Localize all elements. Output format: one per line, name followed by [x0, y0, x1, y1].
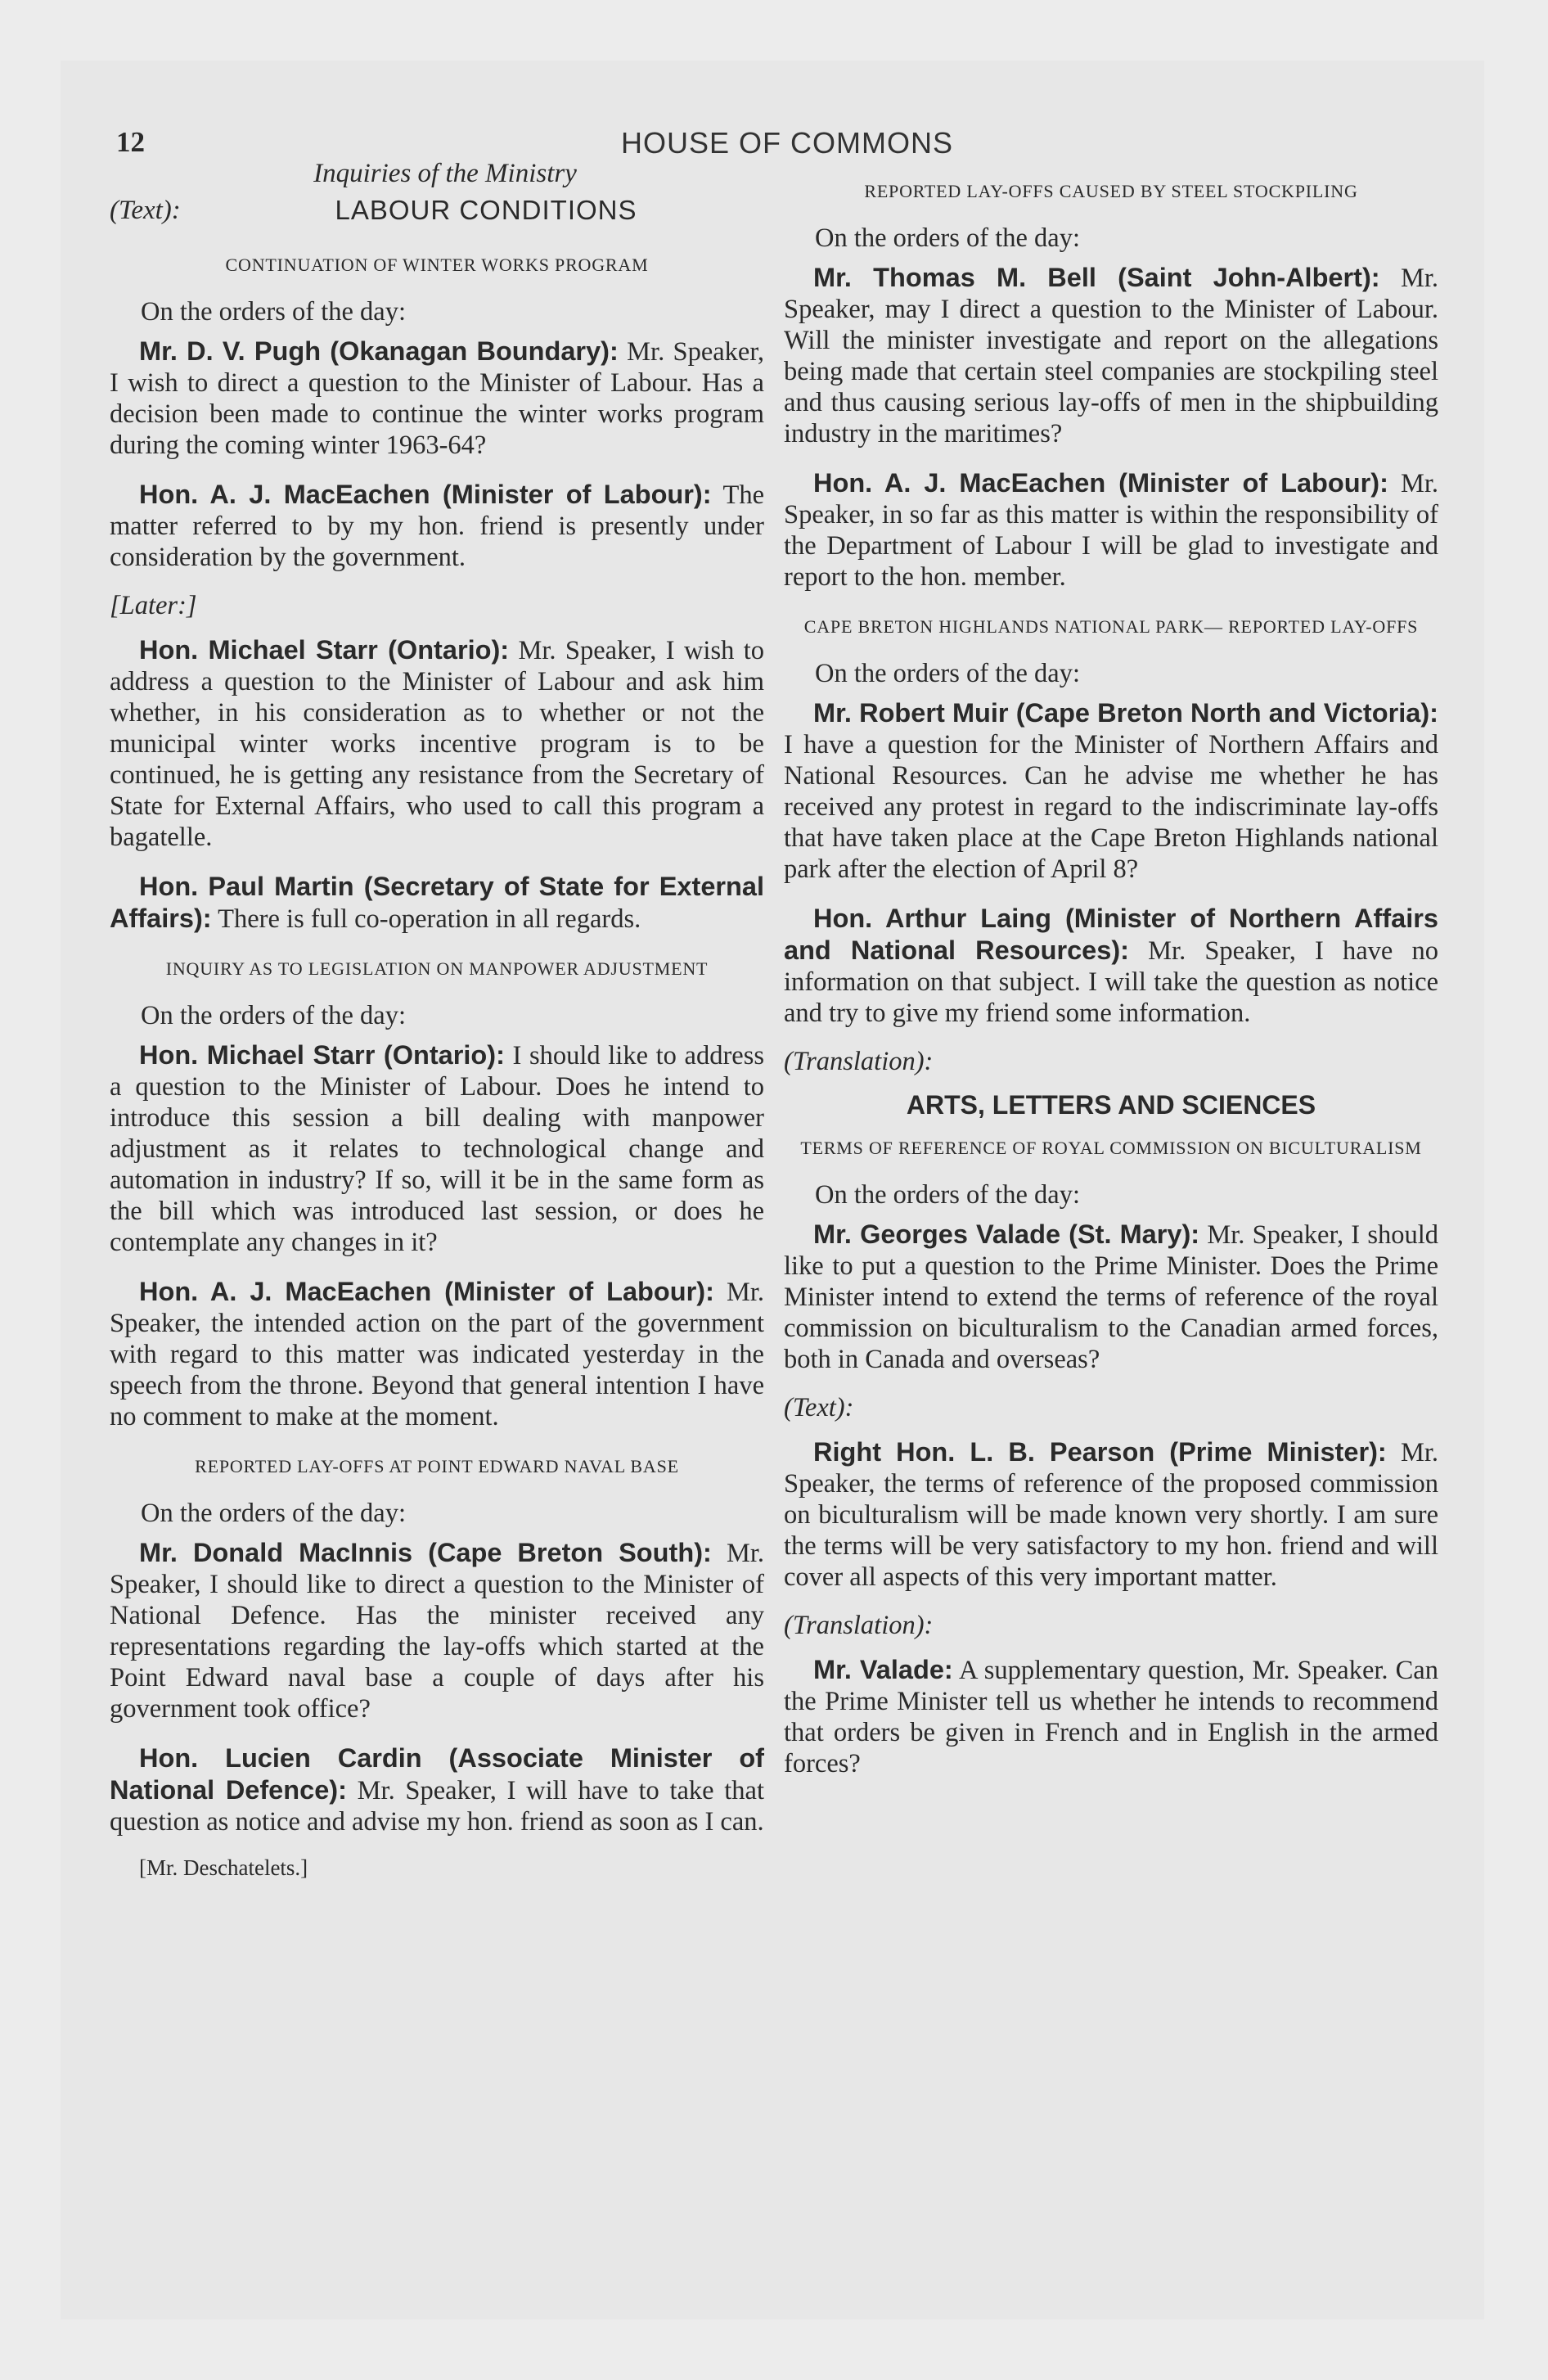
right-column: [784, 159, 1438, 1797]
speaker-name: Hon. A. J. MacEachen (Minister of Labour):: [139, 1277, 714, 1306]
text-marker: (Text):: [110, 196, 181, 225]
subheading-steel: REPORTED LAY-OFFS CAUSED BY STEEL STOCKPILING: [864, 181, 1358, 201]
speech-maceachen-1: [110, 479, 764, 573]
speech-text: Mr. Speaker, I wish to direct a question to the Minister of Labour. Has a decision been made to continue the winter works program during the coming winter 1963-64?: [110, 337, 765, 460]
speaker-name: Hon. Michael Starr (Ontario):: [139, 635, 510, 665]
translation-marker: (Translation):: [784, 1611, 934, 1640]
speech-valade-2: [784, 1654, 1438, 1779]
speech-text: The matter referred to by my hon. friend is presently under consideration by the government.: [110, 480, 764, 572]
speech-macinnis: [110, 1537, 764, 1724]
speaker-name: Hon. Paul Martin (Secretary of State for External Affairs):: [110, 872, 764, 933]
speech-maceachen-3: [784, 467, 1438, 593]
section-heading-labour: LABOUR CONDITIONS: [335, 195, 637, 225]
speaker-name: Hon. Arthur Laing (Minister of Northern Affairs and National Resources):: [784, 904, 1438, 965]
speech-pugh: [110, 336, 764, 461]
speaker-name: Mr. Donald MacInnis (Cape Breton South):: [139, 1538, 712, 1567]
speech-starr-1: [110, 634, 764, 853]
page-number: 12: [116, 126, 145, 158]
speech-laing: [784, 903, 1438, 1029]
footnote: [Mr. Deschatelets.]: [139, 1855, 308, 1880]
speaker-name: Hon. A. J. MacEachen (Minister of Labour):: [813, 468, 1388, 498]
speaker-name: Mr. Valade:: [813, 1655, 953, 1684]
running-title: HOUSE OF COMMONS: [620, 126, 953, 160]
section-heading-arts: ARTS, LETTERS AND SCIENCES: [906, 1090, 1316, 1120]
speech-text: Mr. Speaker, I should like to direct a question to the Minister of National Defence. Has the minister received any representations regarding the lay-offs which started at the Point Edward naval base a couple of days after his government took office?: [110, 1539, 764, 1724]
speech-text: Mr. Speaker, in so far as this matter is within the responsibility of the Department of Labour I will be glad to investigate and report to the hon. member.: [784, 469, 1438, 592]
speech-bell: [784, 262, 1438, 449]
speech-text: Mr. Speaker, may I direct a question to the Minister of Labour. Will the minister investigate and report on the allegations being made that certain steel companies are stockpiling steel and thus causing serious lay-offs of men in the shipbuilding industry in the maritimes?: [784, 264, 1438, 449]
speech-text: Mr. Speaker, the terms of reference of the proposed commission on biculturalism will be made known very shortly. I am sure the terms will be very satisfactory to my hon. friend and will cover all aspects of this very important matter.: [784, 1438, 1439, 1592]
later-marker: [Later:]: [110, 591, 197, 620]
subheading-manpower: INQUIRY AS TO LEGISLATION ON MANPOWER ADJUSTMENT: [165, 958, 709, 979]
speaker-name: Mr. Robert Muir (Cape Breton North and Victoria):: [813, 698, 1438, 728]
speech-maceachen-2: [110, 1276, 764, 1432]
left-column: [110, 159, 764, 1881]
text-marker: (Text):: [784, 1393, 854, 1422]
orders-of-the-day: On the orders of the day:: [815, 223, 1081, 253]
speech-text: Mr. Speaker, I will have to take that question as notice and advise my hon. friend as soon as I can.: [110, 1776, 765, 1837]
subheading-winter-works: CONTINUATION OF WINTER WORKS PROGRAM: [225, 255, 649, 275]
speaker-name: Hon. Michael Starr (Ontario):: [139, 1040, 505, 1070]
hansard-page: [61, 61, 1484, 2319]
speech-martin: [110, 871, 764, 935]
subheading-cape-breton: CAPE BRETON HIGHLANDS NATIONAL PARK— REPORTED LAY-OFFS: [803, 616, 1419, 637]
orders-of-the-day: On the orders of the day:: [141, 297, 407, 327]
subheading-point-edward: REPORTED LAY-OFFS AT POINT EDWARD NAVAL BASE: [195, 1456, 679, 1476]
speech-text: I have a question for the Minister of Northern Affairs and National Resources. Can he advise me whether he has received any protest in regard to the indiscriminate lay-offs that have taken place at the Cape Breton Highlands national park after the election of April 8?: [784, 730, 1438, 884]
orders-of-the-day: On the orders of the day:: [815, 1180, 1081, 1210]
speech-cardin: [110, 1742, 764, 1837]
speaker-name: Right Hon. L. B. Pearson (Prime Minister):: [813, 1437, 1387, 1467]
speech-text: I should like to address a question to the Minister of Labour. Does he intend to introduce this session a bill dealing with manpower adjustment as it relates to technological change and automation in industry? If so, will it be in the same form as the bill which was introduced last session, or does he contemplate any changes in it?: [110, 1041, 765, 1257]
speaker-name: Mr. Thomas M. Bell (Saint John-Albert):: [813, 263, 1380, 292]
speech-muir: [784, 697, 1438, 885]
orders-of-the-day: On the orders of the day:: [141, 1499, 407, 1528]
speech-valade-1: [784, 1219, 1438, 1375]
speech-text: Mr. Speaker, I have no information on that subject. I will take the question as notice and try to give my friend some information.: [784, 936, 1439, 1028]
speech-text: Mr. Speaker, I wish to address a question to the Minister of Labour and ask him whether, in his consideration as to whether or not the municipal winter works incentive program is to be continued, he is getting any resistance from the Secretary of State for External Affairs, who used to call this program a bagatelle.: [110, 636, 765, 852]
translation-marker: (Translation):: [784, 1047, 934, 1076]
speech-starr-2: [110, 1039, 764, 1258]
speaker-name: Hon. Lucien Cardin (Associate Minister of National Defence):: [110, 1743, 764, 1805]
speech-text: A supplementary question, Mr. Speaker. Can the Prime Minister tell us whether he intends to recommend that orders be given in French and in English in the armed forces?: [784, 1656, 1438, 1778]
speech-text: There is full co-operation in all regards.: [218, 904, 641, 934]
speech-text: Mr. Speaker, the intended action on the part of the government with regard to this matter was indicated yesterday in the speech from the throne. Beyond that general intention I have no comment to make at the moment.: [110, 1278, 764, 1431]
subheading-royal-commission: TERMS OF REFERENCE OF ROYAL COMMISSION ON BICULTURALISM: [800, 1138, 1422, 1158]
speaker-name: Mr. D. V. Pugh (Okanagan Boundary):: [139, 336, 619, 366]
speech-text: Mr. Speaker, I should like to put a question to the Prime Minister. Does the Prime Minister intend to extend the terms of reference of the royal commission on biculturalism to the Canadian armed forces, both in Canada and overseas?: [784, 1220, 1439, 1374]
orders-of-the-day: On the orders of the day:: [815, 659, 1081, 688]
speaker-name: Mr. Georges Valade (St. Mary):: [813, 1219, 1200, 1249]
speech-pearson: [784, 1436, 1438, 1593]
speaker-name: Hon. A. J. MacEachen (Minister of Labour):: [139, 480, 712, 509]
running-subtitle: Inquiries of the Ministry: [313, 159, 577, 188]
orders-of-the-day: On the orders of the day:: [141, 1001, 407, 1030]
